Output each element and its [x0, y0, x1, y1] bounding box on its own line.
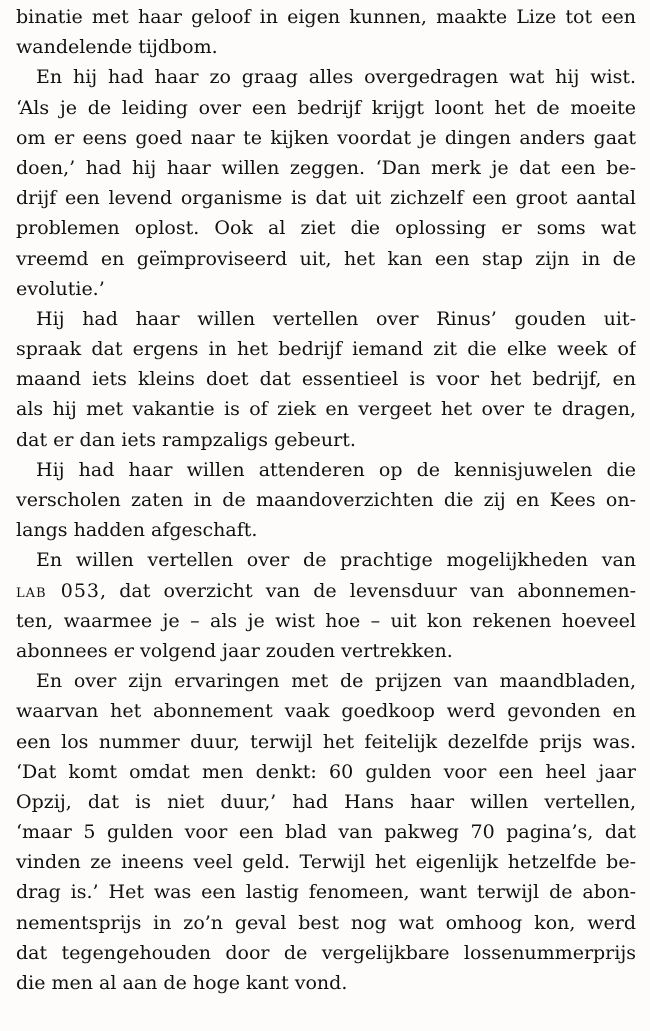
- text-line: een los nummer duur, terwijl het feitelijk dezelfde prijs was.: [16, 730, 636, 753]
- text-line: abonnees er volgend jaar zouden vertrekken.: [16, 639, 453, 662]
- text-line: nementsprijs in zo’n geval best nog wat omhoog kon, werd: [16, 911, 636, 934]
- text-line: drijf een levend organisme is dat uit zichzelf een groot aantal: [16, 187, 636, 210]
- text-line: ten, waarmee je – als je wist hoe – uit kon rekenen hoeveel: [16, 609, 636, 632]
- text-line: die men al aan de hoge kant vond.: [16, 972, 348, 994]
- text-line: vreemd en geïmproviseerd uit, het kan een stap zijn in de: [16, 247, 636, 270]
- paragraph-first-line: En willen vertellen over de prachtige mogelijkheden van: [36, 549, 636, 572]
- text-line: drag is.’ Het was een lastig fenomeen, want terwijl de abon-: [16, 881, 636, 904]
- body-text: [16, 2, 636, 998]
- text-line: langs hadden afgeschaft.: [16, 519, 258, 542]
- text-line: ‘maar 5 gulden voor een blad van pakweg 70 pagina’s, dat: [16, 821, 636, 844]
- paragraph-first-line: Hij had haar willen attenderen op de kennisjuwelen die: [36, 458, 636, 481]
- text-line: spraak dat ergens in het bedrijf iemand zit die elke week of: [16, 338, 636, 361]
- text-line: dat tegengehouden door de vergelijkbare lossenummerprijs: [16, 941, 636, 964]
- small-caps-term: lab 053: [16, 579, 101, 602]
- text-line: dat er dan iets rampzaligs gebeurt.: [16, 428, 356, 451]
- text-line: ‘Als je de leiding over een bedrijf krijgt loont het de moeite: [16, 96, 636, 119]
- text-line: problemen oplost. Ook al ziet die oplossing er soms wat: [16, 217, 636, 240]
- text-line: binatie met haar geloof in eigen kunnen, maakte Lize tot een: [16, 6, 636, 28]
- text-line: ‘Dat komt omdat men denkt: 60 gulden voor een heel jaar: [16, 760, 636, 783]
- paragraph-first-line: Hij had haar willen vertellen over Rinus’ gouden uit-: [36, 307, 636, 330]
- text-line: wandelende tijdbom.: [16, 36, 218, 59]
- paragraph-first-line: En over zijn ervaringen met de prijzen van maandbladen,: [36, 670, 636, 693]
- text-line: vinden ze ineens veel geld. Terwijl het eigenlijk hetzelfde be-: [16, 851, 636, 874]
- text-line: evolutie.’: [16, 277, 105, 300]
- text-line: maand iets kleins doet dat essentieel is voor het bedrijf, en: [16, 368, 636, 391]
- text-line: als hij met vakantie is of ziek en vergeet het over te dragen,: [16, 398, 636, 421]
- text-line: verscholen zaten in de maandoverzichten die zij en Kees on-: [16, 489, 636, 511]
- text-line: Opzij, dat is niet duur,’ had Hans haar willen vertellen,: [16, 790, 636, 813]
- text-line: [16, 576, 636, 606]
- text-line-rest: , dat overzicht van de levensduur van abonnemen-: [100, 579, 636, 602]
- text-line: doen,’ had hij haar willen zeggen. ‘Dan merk je dat een be-: [16, 156, 636, 179]
- text-line: om er eens goed naar te kijken voordat je dingen anders gaat: [16, 126, 636, 149]
- paragraph-first-line: En hij had haar zo graag alles overgedragen wat hij wist.: [36, 66, 636, 89]
- text-line: waarvan het abonnement vaak goedkoop werd gevonden en: [16, 700, 636, 723]
